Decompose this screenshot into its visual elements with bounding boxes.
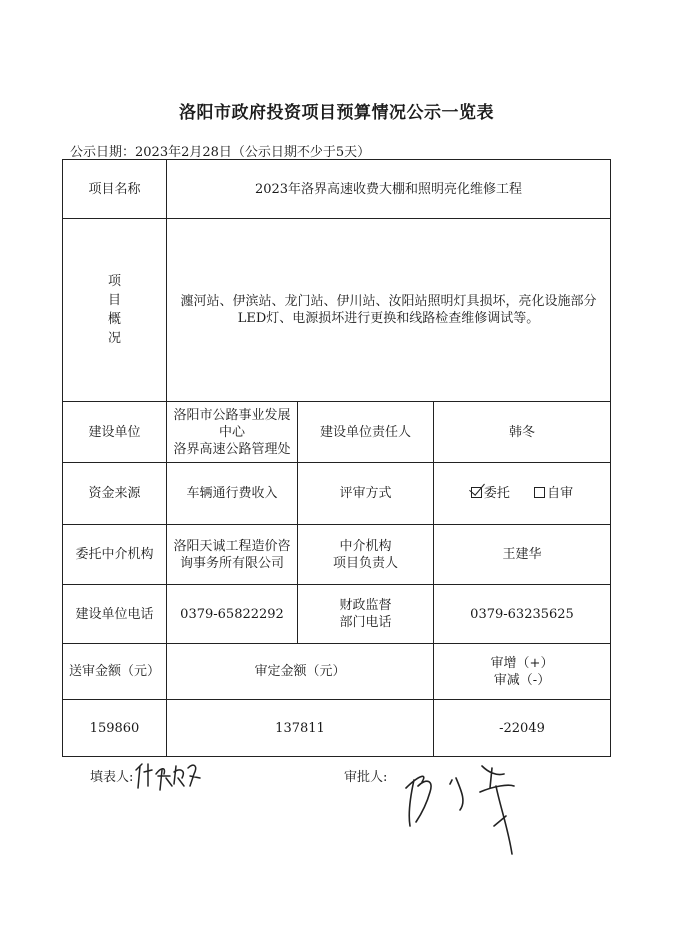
finance-phone-label-line: 财政监督 bbox=[339, 598, 392, 613]
agency-lead-label-line: 中介机构 bbox=[339, 538, 392, 554]
builder-name-line: 中心 bbox=[218, 424, 245, 440]
filler-signature-image bbox=[132, 756, 204, 796]
review-option-entrusted[interactable] bbox=[471, 485, 510, 502]
project-name-label: 项目名称 bbox=[63, 160, 167, 219]
approved-amount: 137811 bbox=[167, 700, 434, 757]
agency-label: 委托中介机构 bbox=[63, 525, 167, 585]
funding-value: 车辆通行费收入 bbox=[167, 463, 298, 525]
review-method-label: 评审方式 bbox=[298, 463, 434, 525]
checkbox-checked-icon bbox=[471, 487, 482, 498]
agency-name-line: 询事务所有限公司 bbox=[179, 555, 284, 571]
finance-phone: 0379-63235625 bbox=[434, 585, 611, 644]
agency-lead: 王建华 bbox=[434, 525, 611, 585]
approved-amount-label: 审定金额（元） bbox=[167, 644, 434, 700]
difference-label-line: 审减（-） bbox=[493, 672, 551, 688]
filler-label: 填表人: bbox=[90, 770, 134, 785]
page-title: 洛阳市政府投资项目预算情况公示一览表 bbox=[179, 103, 494, 123]
row-builder bbox=[63, 402, 611, 463]
budget-table bbox=[62, 159, 611, 757]
builder-name-line: 洛阳市公路事业发展 bbox=[173, 407, 291, 423]
review-option-label: 自审 bbox=[547, 486, 574, 501]
notice-date: 公示日期：2023年2月28日（公示日期不少于5天） bbox=[70, 145, 371, 160]
finance-phone-label-line: 部门电话 bbox=[339, 615, 392, 630]
checkbox-empty-icon bbox=[534, 487, 545, 498]
difference-label bbox=[434, 644, 611, 700]
builder-name bbox=[167, 402, 298, 463]
row-project-overview bbox=[63, 219, 611, 402]
project-name-value: 2023年洛界高速收费大棚和照明亮化维修工程 bbox=[167, 160, 611, 219]
funding-label: 资金来源 bbox=[63, 463, 167, 525]
submitted-amount: 159860 bbox=[63, 700, 167, 757]
approver-signature-image bbox=[396, 758, 526, 862]
overview-label-char: 概 bbox=[107, 312, 121, 327]
builder-name-line: 洛界高速公路管理处 bbox=[173, 441, 291, 457]
builder-label: 建设单位 bbox=[63, 402, 167, 463]
review-method-options bbox=[434, 463, 611, 525]
submitted-amount-label: 送审金额（元） bbox=[63, 644, 167, 700]
overview-label-char: 项 bbox=[107, 274, 121, 289]
row-phones bbox=[63, 585, 611, 644]
overview-label-char: 目 bbox=[107, 293, 121, 308]
agency-lead-label-line: 项目负责人 bbox=[332, 555, 398, 571]
agency-name bbox=[167, 525, 298, 585]
builder-phone-label: 建设单位电话 bbox=[63, 585, 167, 644]
project-overview-label bbox=[63, 219, 167, 402]
row-agency bbox=[63, 525, 611, 585]
difference-amount: -22049 bbox=[434, 700, 611, 757]
agency-lead-label bbox=[298, 525, 434, 585]
overview-label-char: 况 bbox=[107, 331, 121, 346]
row-project-name bbox=[63, 160, 611, 219]
row-amount-values bbox=[63, 700, 611, 757]
agency-name-line: 洛阳天诚工程造价咨 bbox=[173, 538, 291, 554]
review-option-self[interactable] bbox=[534, 485, 573, 502]
review-option-label: 委托 bbox=[483, 486, 510, 501]
builder-phone: 0379-65822292 bbox=[167, 585, 298, 644]
project-overview-text: 瀍河站、伊滨站、龙门站、伊川站、汝阳站照明灯具损坏，亮化设施部分LED灯、电源损坏进行更换和线路检查维修调试等。 bbox=[167, 219, 611, 402]
row-amount-headers bbox=[63, 644, 611, 700]
difference-label-line: 审增（+） bbox=[490, 655, 554, 671]
builder-person-label: 建设单位责任人 bbox=[298, 402, 434, 463]
row-funding bbox=[63, 463, 611, 525]
builder-person: 韩冬 bbox=[434, 402, 611, 463]
approver-label: 审批人: bbox=[344, 770, 388, 785]
finance-phone-label bbox=[298, 585, 434, 644]
